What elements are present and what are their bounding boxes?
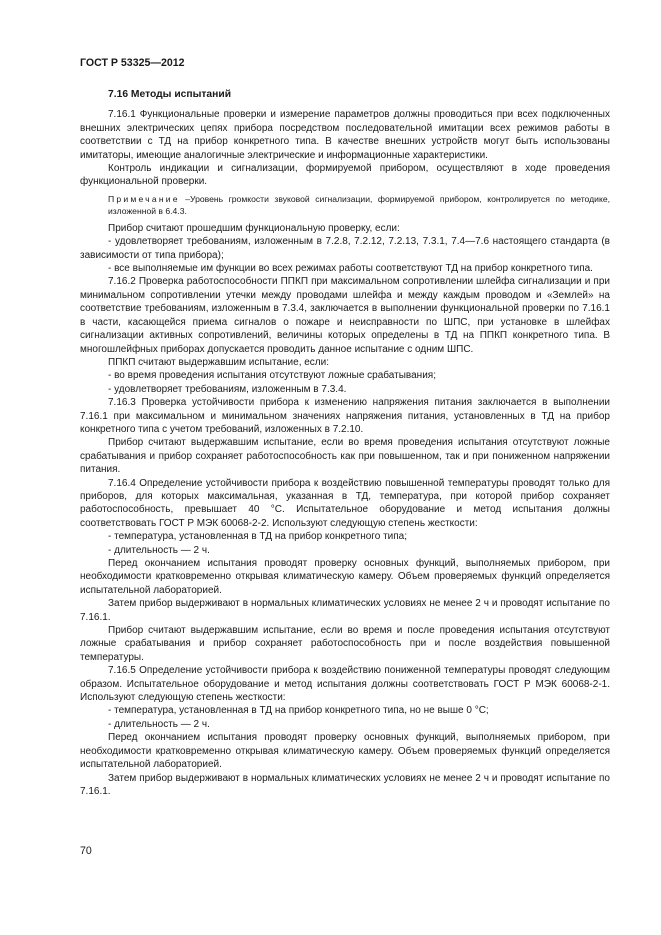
paragraph: 7.16.5 Определение устойчивости прибора к воздействию пониженной температуры проводят следующим образом. Испытательное оборудование и метод испытания должны соответствовать ГОСТ Р МЭК 60068-2-1. Используют следующую степень жесткости: bbox=[80, 665, 610, 704]
page-number: 70 bbox=[80, 845, 92, 857]
list-item: - удовлетворяет требованиям, изложенным в 7.2.8, 7.2.12, 7.2.13, 7.3.1, 7.4—7.6 настоящего стандарта (в зависимости от типа прибора); bbox=[80, 236, 610, 261]
paragraph: Затем прибор выдерживают в нормальных климатических условиях не менее 2 ч и проводят испытание по 7.16.1. bbox=[80, 598, 610, 623]
note-text: –Уровень громкости звуковой сигнализации, формируемой прибором, контролируется по методике, изложенной в 6.4.3. bbox=[108, 193, 610, 216]
paragraph: Затем прибор выдерживают в нормальных климатических условиях не менее 2 ч и проводят испытание по 7.16.1. bbox=[80, 772, 610, 797]
paragraph: 7.16.2 Проверка работоспособности ППКП при максимальном сопротивлении шлейфа сигнализации и при минимальном сопротивлении утечки между проводами шлейфа и между каждым проводом и «Землей» на соответствие требованиям, изложенным в 7.3.4, заключается в выполнении функциональной проверки по 7.16.1 в части, касающейся приема сигналов о пожаре и неисправности по ШПС, при установке в шлейфах сигнализации активных сопротивлений, величины которых определены в ТД на ППКП конкретного типа. В многошлейфных приборах допускается проводить данное испытание с одним ШПС. bbox=[80, 276, 610, 355]
paragraph: Перед окончанием испытания проводят проверку основных функций, выполняемых прибором, при необходимости кратковременно открывая климатическую камеру. Объем проверяемых функций определяется испытательной лабораторией. bbox=[80, 732, 610, 771]
list-item: - длительность — 2 ч. bbox=[108, 718, 210, 730]
list-item: - во время проведения испытания отсутствуют ложные срабатывания; bbox=[108, 370, 436, 382]
list-item: - удовлетворяет требованиям, изложенным в 7.3.4. bbox=[108, 383, 347, 395]
paragraph: Прибор считают выдержавшим испытание, если во время проведения испытания отсутствуют ложные срабатывания и прибор сохраняет работоспособность как при повышенном, так и при пониженном напряжении питания. bbox=[80, 437, 610, 476]
list-item: - все выполняемые им функции во всех режимах работы соответствуют ТД на прибор конкретного типа. bbox=[108, 263, 593, 275]
paragraph: Прибор считают прошедшим функциональную проверку, если: bbox=[108, 222, 400, 234]
paragraph: Прибор считают выдержавшим испытание, если во время и после проведения испытания отсутствуют ложные срабатывания и прибор сохраняет работоспособность при и после воздействия повышенной температуры. bbox=[80, 625, 610, 663]
list-item: - длительность — 2 ч. bbox=[108, 544, 210, 556]
document-body bbox=[80, 88, 610, 798]
paragraph: 7.16.4 Определение устойчивости прибора к воздействию повышенной температуры проводят только для приборов, для которых максимальная, указанная в ТД, температура, при которой прибор сохраняет работоспособность, превышает 40 °С. Испытательное оборудование и метод испытания должны соответствовать ГОСТ Р МЭК 60068-2-2. Используют следующую степень жесткости: bbox=[80, 477, 610, 529]
document-header: ГОСТ Р 53325—2012 bbox=[80, 57, 185, 69]
section-title: 7.16 Методы испытаний bbox=[108, 89, 232, 100]
paragraph: 7.16.1 Функциональные проверки и измерение параметров должны проводиться при всех подключенных внешних электрических цепях прибора посредством последовательной имитации всех режимов работы в соответствии с ТД на прибор конкретного типа. В качестве внешних устройств могут быть использованы имитаторы, имеющие аналогичные электрические и информационные характеристики. bbox=[80, 109, 610, 161]
paragraph: 7.16.3 Проверка устойчивости прибора к изменению напряжения питания заключается в выполнении 7.16.1 при максимальном и минимальном значениях напряжения питания, установленных в ТД на прибор конкретного типа с учетом требований, изложенных в 7.2.10. bbox=[80, 397, 610, 435]
note-label: Примечание bbox=[108, 193, 180, 204]
list-item: - температура, установленная в ТД на прибор конкретного типа, но не выше 0 °С; bbox=[108, 705, 489, 717]
paragraph: Контроль индикации и сигнализации, формируемой прибором, осуществляют в ходе проведения функциональной проверки. bbox=[80, 163, 610, 188]
note bbox=[80, 193, 610, 217]
paragraph: ППКП считают выдержавшим испытание, если: bbox=[108, 356, 330, 368]
list-item: - температура, установленная в ТД на прибор конкретного типа; bbox=[108, 531, 407, 543]
paragraph: Перед окончанием испытания проводят проверку основных функций, выполняемых прибором, при необходимости кратковременно открывая климатическую камеру. Объем проверяемых функций определяется испытательной лабораторией. bbox=[80, 558, 610, 596]
